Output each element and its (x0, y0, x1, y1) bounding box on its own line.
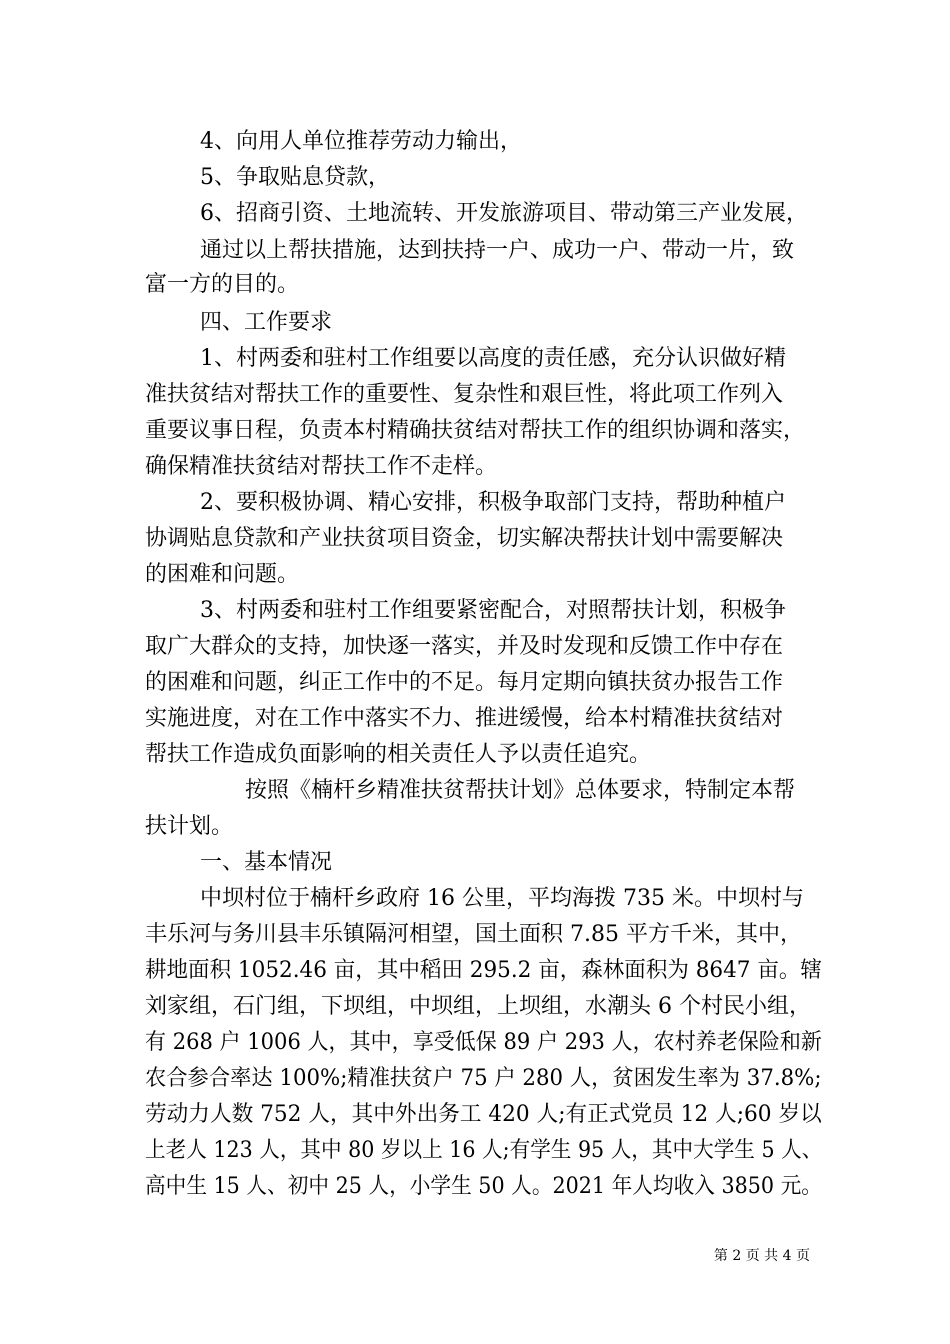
text-line: 帮扶工作造成负面影响的相关责任人予以责任追究。 (145, 742, 652, 767)
text-line: 按照《楠杆乡精准扶贫帮扶计划》总体要求，特制定本帮 (245, 778, 796, 803)
text-line: 中坝村位于楠杆乡政府 16 公里，平均海拨 735 米。中坝村与 (200, 886, 804, 911)
text-line: 劳动力人数 752 人，其中外出务工 420 人;有正式党员 12 人;60 岁以 (145, 1102, 822, 1127)
text-line: 通过以上帮扶措施，达到扶持一户、成功一户、带动一片，致 (200, 238, 795, 263)
text-line: 扶计划。 (145, 814, 234, 839)
text-line: 准扶贫结对帮扶工作的重要性、复杂性和艰巨性，将此项工作列入 (145, 382, 784, 407)
text-line: 6、招商引资、土地流转、开发旅游项目、带动第三产业发展， (200, 201, 808, 226)
text-line: 高中生 15 人、初中 25 人，小学生 50 人。2021 年人均收入 3850 元。 (145, 1174, 822, 1199)
text-line: 协调贴息贷款和产业扶贫项目资金，切实解决帮扶计划中需要解决 (145, 526, 784, 551)
text-line: 3、村两委和驻村工作组要紧密配合，对照帮扶计划，积极争 (200, 598, 786, 623)
section-heading: 四、工作要求 (200, 310, 333, 335)
text-line: 实施进度，对在工作中落实不力、推进缓慢，给本村精准扶贫结对 (145, 706, 784, 731)
text-line: 确保精准扶贫结对帮扶工作不走样。 (145, 454, 498, 479)
text-line: 农合参合率达 100%;精准扶贫户 75 户 280 人，贫困发生率为 37.8%; (145, 1066, 822, 1091)
text-line: 重要议事日程，负责本村精确扶贫结对帮扶工作的组织协调和落实， (145, 418, 806, 443)
text-line: 的困难和问题。 (145, 562, 300, 587)
text-line: 1、村两委和驻村工作组要以高度的责任感，充分认识做好精 (200, 346, 786, 371)
text-line: 4、向用人单位推荐劳动力输出， (200, 129, 522, 154)
page-footer: 第 2 页 共 4 页 (713, 1248, 810, 1264)
section-heading: 一、基本情况 (200, 850, 333, 875)
text-line: 2、要积极协调、精心安排，积极争取部门支持，帮助种植户 (200, 490, 786, 515)
text-line: 丰乐河与务川县丰乐镇隔河相望，国土面积 7.85 平方千米，其中， (145, 922, 802, 947)
text-line: 刘家组，石门组，下坝组，中坝组，上坝组，水潮头 6 个村民小组， (145, 994, 811, 1019)
text-line: 耕地面积 1052.46 亩，其中稻田 295.2 亩，森林面积为 8647 亩。辖 (145, 958, 822, 983)
text-line: 富一方的目的。 (145, 272, 300, 297)
text-line: 上老人 123 人，其中 80 岁以上 16 人;有学生 95 人，其中大学生 5 人、 (145, 1138, 823, 1163)
text-line: 有 268 户 1006 人，其中，享受低保 89 户 293 人，农村养老保险和新 (145, 1030, 822, 1055)
text-line: 取广大群众的支持，加快逐一落实，并及时发现和反馈工作中存在 (145, 634, 784, 659)
text-line: 的困难和问题，纠正工作中的不足。每月定期向镇扶贫办报告工作 (145, 670, 784, 695)
text-line: 5、争取贴息贷款， (200, 165, 390, 190)
